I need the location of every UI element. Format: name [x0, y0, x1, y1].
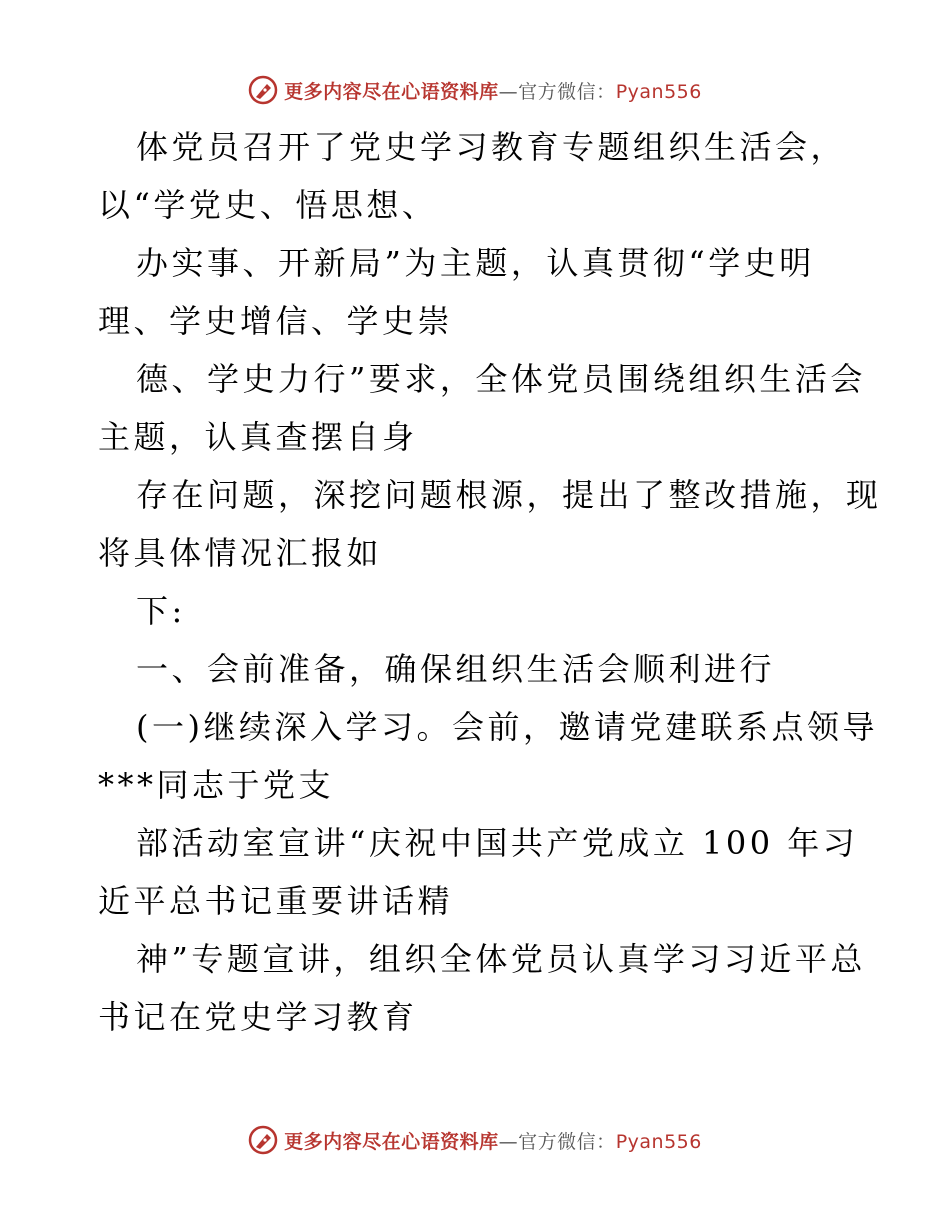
body-line: 以“学党史、悟思想、: [98, 186, 438, 224]
pen-nib-logo-icon: [248, 1125, 278, 1155]
body-line: 部活动室宣讲“庆祝中国共产党成立 100 年习: [136, 824, 859, 862]
body-line: 神”专题宣讲，组织全体党员认真学习习近平总: [136, 940, 866, 978]
body-line: 德、学史力行”要求，全体党员围绕组织生活会: [136, 360, 866, 398]
body-line: 下:: [136, 592, 186, 630]
watermark-text: [284, 1127, 702, 1154]
body-line: 书记在党史学习教育: [98, 998, 418, 1036]
watermark-wechat-label: 官方微信：: [518, 1130, 616, 1153]
footer-watermark: [0, 1120, 950, 1160]
watermark-wechat-id: Pyan556: [615, 80, 702, 103]
watermark-dash: —: [498, 80, 519, 103]
body-line: 主题，认真查摆自身: [98, 418, 418, 456]
watermark-brand: 更多内容尽在心语资料库: [284, 80, 499, 103]
body-line: 存在问题，深挖问题根源，提出了整改措施，现: [136, 476, 882, 514]
document-body: [98, 118, 882, 1046]
watermark-text: [284, 77, 702, 104]
body-line: 体党员召开了党史学习教育专题组织生活会，: [136, 128, 847, 166]
watermark-wechat-label: 官方微信：: [518, 80, 616, 103]
watermark-dash: —: [498, 1130, 519, 1153]
body-line: 理、学史增信、学史崇: [98, 302, 454, 340]
body-line: 办实事、开新局”为主题，认真贯彻“学史明: [136, 244, 815, 282]
body-line: (一)继续深入学习。会前，邀请党建联系点领导: [136, 708, 878, 746]
header-watermark: [0, 70, 950, 110]
pen-nib-logo-icon: [248, 75, 278, 105]
body-line: ***同志于党支: [98, 766, 335, 804]
body-line: 近平总书记重要讲话精: [98, 882, 454, 920]
watermark-wechat-id: Pyan556: [615, 1130, 702, 1153]
body-line: 将具体情况汇报如: [98, 534, 383, 572]
watermark-brand: 更多内容尽在心语资料库: [284, 1130, 499, 1153]
section-heading: 一、会前准备，确保组织生活会顺利进行: [136, 650, 776, 688]
